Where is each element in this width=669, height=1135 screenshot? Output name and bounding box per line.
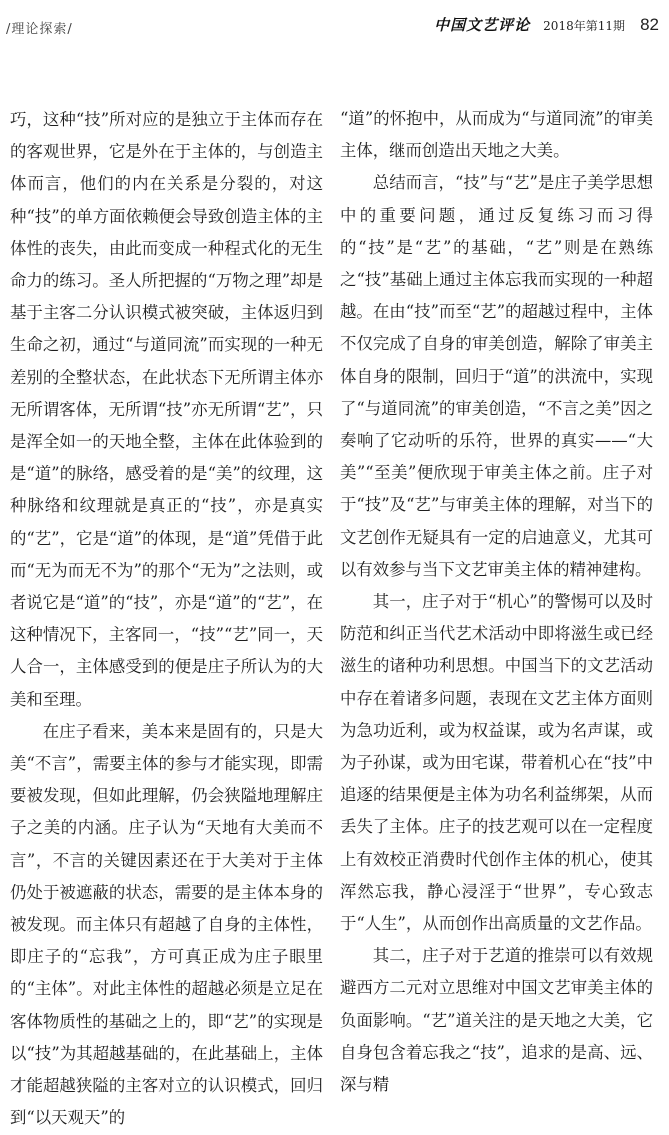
page-header — [0, 0, 669, 40]
issue-number: 2018年第11期 — [543, 19, 625, 33]
journal-info — [434, 14, 659, 35]
paragraph: 巧，这种“技”所对应的是独立于主体而存在的客观世界，它是外在于主体的，与创造主体而言，他们的内在关系是分裂的，对这种“技”的单方面依赖便会导致创造主体的主体性的丧失，由此而变成一种程式化的无生命力的练习。圣人所把握的“万物之理”却是基于主客二分认识模式被突破，主体返归到生命之初，通过“与道同流”而实现的一种无差别的全整状态，在此状态下无所谓主体亦无所谓客体，无所谓“技”亦无所谓“艺”，只是浑全如一的天地全整，主体在此体验到的是“道”的脉络，感受着的是“美”的纹理，这种脉络和纹理就是真正的“技”，亦是真实的“艺”，它是“道”的体现，是“道”凭借于此而“无为而无不为”的那个“无为”之法则，或者说它是“道”的“技”，亦是“道”的“艺”，在这种情况下，主客同一，“技”“艺”同一，天人合一，主体感受到的便是庄子所认为的大美和至理。 — [10, 110, 323, 709]
paragraph: 在庄子看来，美本来是固有的，只是大美“不言”，需要主体的参与才能实现，即需要被发现，但如此理解，仍会狭隘地理解庄子之美的内涵。庄子认为“天地有大美而不言”，不言的关键因素还在于大美对于主体仍处于被遮蔽的状态，需要的是主体本身的被发现。而主体只有超越了自身的主体性，即庄子的“忘我”，方可真正成为庄子眼里的“主体”。对此主体性的超越必须是立足在客体物质性的基础之上的，即“艺”的实现是以“技”为其超越基础的，在此基础上，主体才能超越狭隘的主客对立的认识模式，回归到“以天观天”的 — [10, 721, 323, 1128]
paragraph: 其一，庄子对于“机心”的警惕可以及时防范和纠正当代艺术活动中即将滋生或已经滋生的诸种功利思想。中国当下的文艺活动中存在着诸多问题，表现在文艺主体方面则为急功近利，或为权益谋，或为名声谋，或为子孙谋，或为田宅谋，带着机心在“技”中追逐的结果便是主体为功名利益绑架，从而丢失了主体。庄子的技艺观可以在一定程度上有效校正消费时代创作主体的机心，使其浑然忘我，静心浸淫于“世界”，专心致志于“人生”，从而创作出高质量的文艺作品。 — [340, 592, 653, 934]
section-label: /理论探索/ — [6, 22, 73, 37]
paragraph: 总结而言，“技”与“艺”是庄子美学思想中的重要问题，通过反复练习而习得的“技”是“艺”的基础，“艺”则是在熟练之“技”基础上通过主体忘我而实现的一种超越。在由“技”而至“艺”的超越过程中，主体不仅完成了自身的审美创造，解除了审美主体自身的限制，回归于“道”的洪流中，实现了“与道同流”的审美创造，“不言之美”因之奏响了它动听的乐符，世界的真实——“大美”“至美”便欣现于审美主体之前。庄子对于“技”及“艺”与审美主体的理解，对当下的文艺创作无疑具有一定的启迪意义，尤其可以有效参与当下文艺审美主体的精神建构。 — [340, 173, 653, 579]
page-number: 82 — [640, 15, 659, 34]
paragraph: 其二，庄子对于艺道的推崇可以有效规避西方二元对立思维对中国文艺审美主体的负面影响。“艺”道关注的是天地之大美，它自身包含着忘我之“技”，追求的是高、远、深与精 — [340, 946, 653, 1095]
paragraph: “道”的怀抱中，从而成为“与道同流”的审美主体，继而创造出天地之大美。 — [340, 109, 653, 161]
journal-name: 中国文艺评论 — [434, 16, 531, 34]
left-column — [10, 104, 323, 1135]
right-column — [340, 103, 653, 1101]
